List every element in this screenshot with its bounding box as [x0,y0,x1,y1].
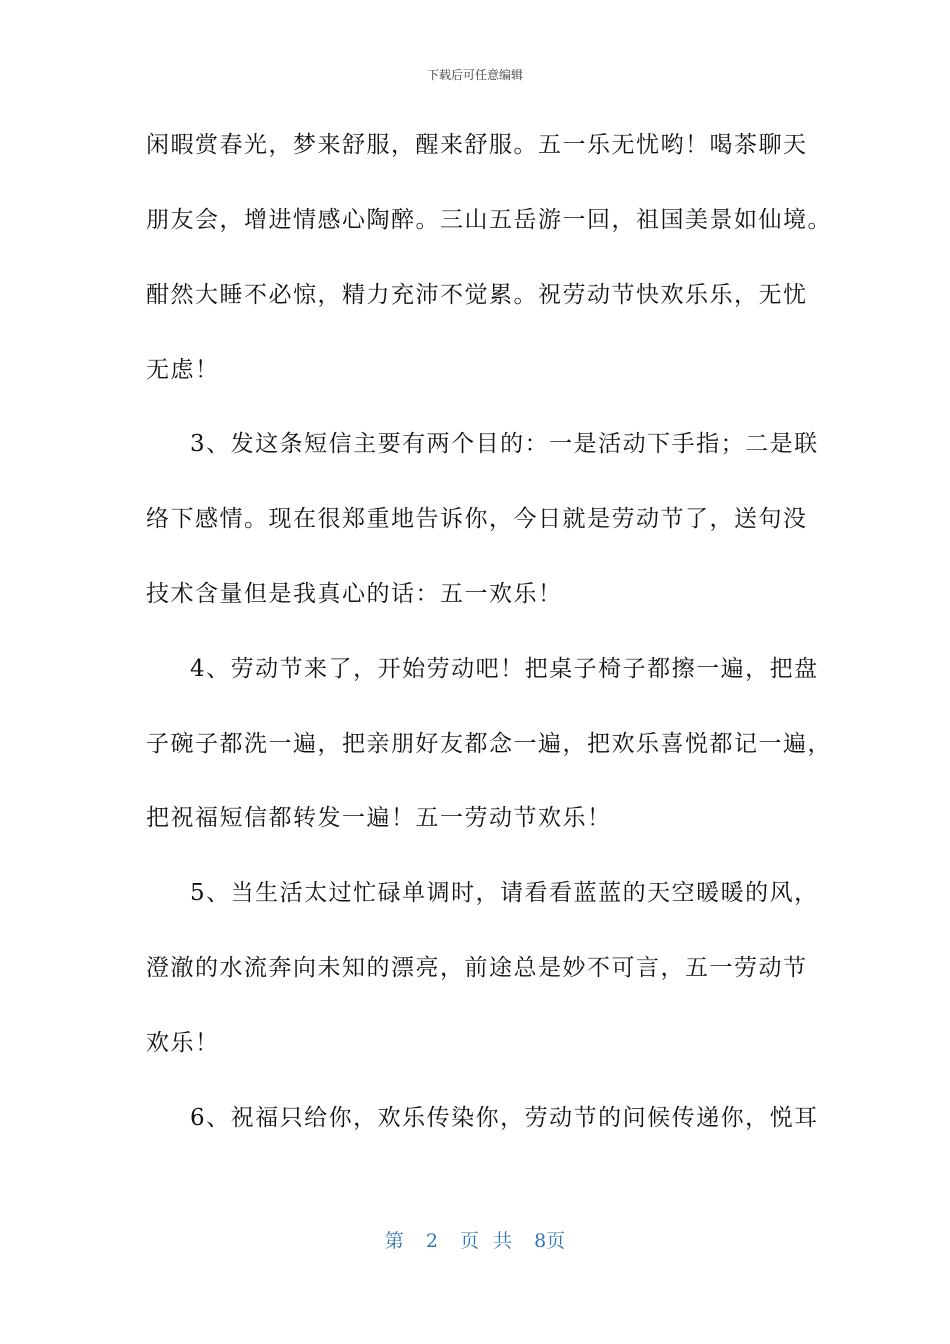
text-line: 络下感情。现在很郑重地告诉你，今日就是劳动节了，送句没 [146,506,808,532]
text-line: 无虑！ [146,357,220,383]
text-line: 技术含量但是我真心的话：五一欢乐！ [146,581,563,607]
text-line: 朋友会，增进情感心陶醉。三山五岳游一回，祖国美景如仙境。 [146,207,832,233]
text-line: 欢乐！ [146,1030,220,1056]
text-line: 闲暇赏春光，梦来舒服，醒来舒服。五一乐无忧哟！喝茶聊天 [146,132,808,158]
footer-page-number: 2 [425,1230,438,1252]
paragraph-4-first-line: 4、劳动节来了，开始劳动吧！把桌子椅子都擦一遍，把盘 [190,656,819,682]
paragraph-3-first-line: 3、发这条短信主要有两个目的：一是活动下手指；二是联 [190,431,819,457]
page-header: 下载后可任意编辑 [426,68,523,82]
footer-middle: 页 共 [460,1230,513,1252]
page-footer [0,1226,950,1253]
footer-prefix: 第 [384,1230,404,1252]
text-line: 澄澈的水流奔向未知的漂亮，前途总是妙不可言，五一劳动节 [146,955,808,981]
paragraph-6-first-line: 6、祝福只给你，欢乐传染你，劳动节的问候传递你，悦耳 [190,1105,819,1131]
footer-total: 8页 [534,1230,566,1252]
paragraph-5-first-line: 5、当生活太过忙碌单调时，请看看蓝蓝的天空暖暖的风， [190,880,819,906]
text-line: 酣然大睡不必惊，精力充沛不觉累。祝劳动节快欢乐乐，无忧 [146,282,808,308]
text-line: 把祝福短信都转发一遍！五一劳动节欢乐！ [146,805,612,831]
text-line: 子碗子都洗一遍，把亲朋好友都念一遍，把欢乐喜悦都记一遍， [146,731,832,757]
